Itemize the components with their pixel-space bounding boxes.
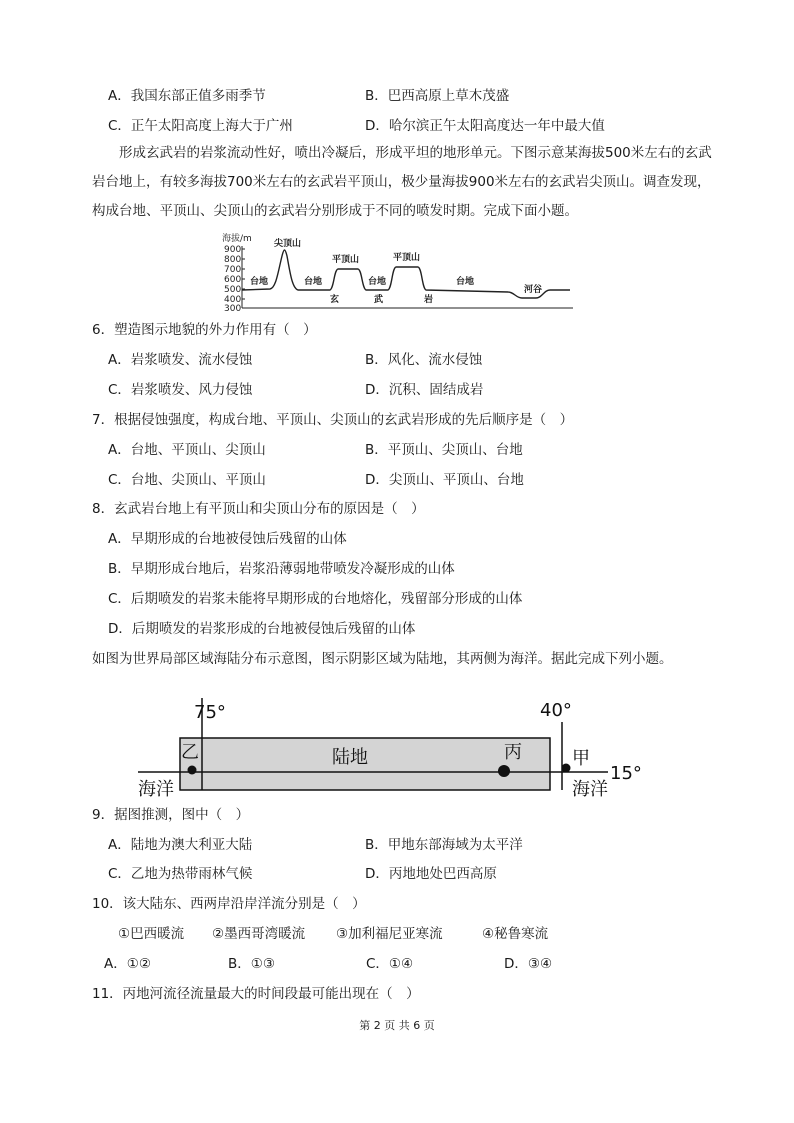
page-footer: 第 2 页 共 6 页 xyxy=(359,1019,435,1032)
label-plateau-3: 台地 xyxy=(368,277,387,287)
q8-stem: 8．玄武岩台地上有平顶山和尖顶山分布的原因是（ ） xyxy=(92,501,425,517)
label-lat-15: 15° xyxy=(610,763,642,784)
label-peak: 尖顶山 xyxy=(274,239,302,249)
q6-stem: 6．塑造图示地貌的外力作用有（ ） xyxy=(92,322,317,338)
q8-option-b: B．早期形成台地后，岩浆沿薄弱地带喷发冷凝形成的山体 xyxy=(108,561,455,577)
land-sea-map-figure xyxy=(132,692,652,804)
q10-option-d: D．③④ xyxy=(504,956,553,972)
q10-stem: 10．该大陆东、西两岸沿岸洋流分别是（ ） xyxy=(92,896,366,912)
label-plateau-4: 台地 xyxy=(456,277,475,287)
label-land: 陆地 xyxy=(332,747,368,768)
label-rock-2: 武 xyxy=(374,295,384,305)
ytick-900: 900 xyxy=(224,245,242,255)
profile-ylabel: 海拔/m xyxy=(222,234,252,244)
point-jia xyxy=(562,764,571,773)
q6-option-b: B．风化、流水侵蚀 xyxy=(365,352,483,368)
q7-stem: 7．根据侵蚀强度，构成台地、平顶山、尖顶山的玄武岩形成的先后顺序是（ ） xyxy=(92,412,574,428)
passage-basalt: 形成玄武岩的岩浆流动性好，喷出冷凝后，形成平坦的地形单元。下图示意某海拔500米左右的玄武岩台地上，有较多海拔700米左右的玄武岩平顶山，极少量海拔900米左右的玄武岩尖顶山。调查发现，构成台地、平顶山、尖顶山的玄武岩分别形成于不同的喷发时期。完成下面小题。 xyxy=(92,145,712,219)
q11-stem: 11．丙地河流径流量最大的时间段最可能出现在（ ） xyxy=(92,986,420,1002)
label-rock-1: 玄 xyxy=(330,295,340,305)
q9-option-c: C．乙地为热带雨林气候 xyxy=(108,866,253,882)
q8-option-c: C．后期喷发的岩浆未能将早期形成的台地熔化，残留部分形成的山体 xyxy=(108,591,523,607)
q10-option-c: C．①④ xyxy=(366,956,414,972)
label-mesa-1: 平顶山 xyxy=(332,255,360,265)
label-plateau-2: 台地 xyxy=(304,277,323,287)
label-yi: 乙 xyxy=(181,742,199,763)
label-jia: 甲 xyxy=(572,748,590,769)
ytick-700: 700 xyxy=(224,265,242,275)
label-plateau-1: 台地 xyxy=(250,277,269,287)
label-ocean-left: 海洋 xyxy=(138,779,174,800)
q7-option-c: C．台地、尖顶山、平顶山 xyxy=(108,472,266,488)
label-ocean-right: 海洋 xyxy=(572,779,608,800)
q5-option-b: B．巴西高原上草木茂盛 xyxy=(365,88,510,104)
q10-option-a: A．①② xyxy=(104,956,151,972)
q7-option-d: D．尖顶山、平顶山、台地 xyxy=(365,472,524,488)
elevation-profile-figure xyxy=(218,232,578,312)
q10-option-b: B．①③ xyxy=(228,956,275,972)
q7-option-b: B．平顶山、尖顶山、台地 xyxy=(365,442,523,458)
q9-option-a: A．陆地为澳大利亚大陆 xyxy=(108,837,253,853)
label-valley: 河谷 xyxy=(524,285,543,295)
ytick-300: 300 xyxy=(224,304,242,312)
point-yi xyxy=(188,766,197,775)
q8-option-d: D．后期喷发的岩浆形成的台地被侵蚀后残留的山体 xyxy=(108,621,416,637)
q10-item-4: ④秘鲁寒流 xyxy=(482,926,549,942)
q7-option-a: A．台地、平顶山、尖顶山 xyxy=(108,442,266,458)
q9-stem: 9．据图推测，图中（ ） xyxy=(92,807,250,823)
q9-option-b: B．甲地东部海域为太平洋 xyxy=(365,837,523,853)
label-rock-3: 岩 xyxy=(424,295,434,305)
q10-item-2: ②墨西哥湾暖流 xyxy=(212,926,306,942)
q6-option-a: A．岩浆喷发、流水侵蚀 xyxy=(108,352,253,368)
label-bing: 丙 xyxy=(504,742,522,763)
q9-option-d: D．丙地地处巴西高原 xyxy=(365,866,497,882)
q5-option-a: A．我国东部正值多雨季节 xyxy=(108,88,266,104)
point-bing xyxy=(498,765,510,777)
q5-option-c: C．正午太阳高度上海大于广州 xyxy=(108,118,293,134)
q8-option-a: A．早期形成的台地被侵蚀后残留的山体 xyxy=(108,531,347,547)
ytick-400: 400 xyxy=(224,295,242,305)
label-lon-75: 75° xyxy=(194,702,226,723)
q5-option-d: D．哈尔滨正午太阳高度达一年中最大值 xyxy=(365,118,605,134)
ytick-500: 500 xyxy=(224,285,242,295)
q6-option-c: C．岩浆喷发、风力侵蚀 xyxy=(108,382,253,398)
q6-option-d: D．沉积、固结成岩 xyxy=(365,382,484,398)
ytick-600: 600 xyxy=(224,275,242,285)
ytick-800: 800 xyxy=(224,255,242,265)
q10-item-3: ③加利福尼亚寒流 xyxy=(336,926,443,942)
label-lon-40: 40° xyxy=(540,700,572,721)
q10-item-1: ①巴西暖流 xyxy=(118,926,185,942)
passage-land-sea: 如图为世界局部区域海陆分布示意图，图示阴影区域为陆地，其两侧为海洋。据此完成下列小题。 xyxy=(92,651,673,667)
label-mesa-2: 平顶山 xyxy=(393,253,421,263)
